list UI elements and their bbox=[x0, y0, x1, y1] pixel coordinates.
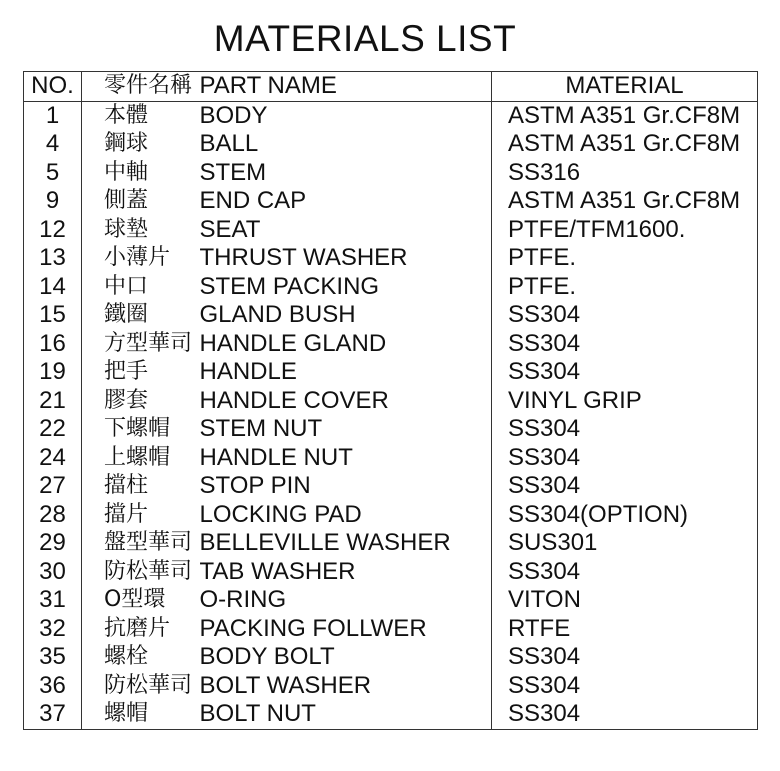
cell-part-name: STEM bbox=[199, 158, 267, 186]
cell-no: 29 bbox=[24, 529, 82, 558]
cell-material: SS304 bbox=[492, 301, 758, 330]
cell-part-name: BALL bbox=[199, 130, 259, 158]
cell-part-name: TAB WASHER bbox=[199, 557, 356, 585]
cell-no: 22 bbox=[24, 415, 82, 444]
cell-part-name: THRUST WASHER bbox=[199, 244, 408, 272]
cell-material: PTFE/TFM1600. bbox=[492, 216, 758, 245]
cell-chinese-name: 鐵圈 bbox=[104, 302, 149, 328]
table-row bbox=[24, 358, 758, 387]
cell-no: 5 bbox=[24, 159, 82, 188]
table-row bbox=[24, 216, 758, 245]
cell-no: 27 bbox=[24, 472, 82, 501]
cell-no: 32 bbox=[24, 615, 82, 644]
cell-part-name: BODY bbox=[199, 101, 268, 129]
cell-no: 35 bbox=[24, 643, 82, 672]
cell-chinese-name: 螺栓 bbox=[104, 644, 149, 670]
cell-part-name: STEM NUT bbox=[199, 415, 323, 443]
cell-chinese-name: 擋柱 bbox=[104, 473, 149, 499]
cell-material: SS304 bbox=[492, 444, 758, 473]
cell-part-name: BELLEVILLE WASHER bbox=[199, 529, 451, 557]
table-row bbox=[24, 586, 758, 615]
cell-chinese-name: 螺帽 bbox=[82, 700, 200, 729]
table-row bbox=[24, 187, 758, 216]
table-row bbox=[24, 700, 758, 729]
cell-no: 21 bbox=[24, 387, 82, 416]
cell-chinese-name: 球墊 bbox=[104, 216, 149, 242]
cell-no: 12 bbox=[24, 216, 82, 245]
table-row bbox=[24, 130, 758, 159]
cell-material: PTFE. bbox=[492, 244, 758, 273]
cell-material: SS304 bbox=[492, 358, 758, 387]
cell-chinese-name: 鋼球 bbox=[104, 131, 149, 157]
cell-part-name: HANDLE bbox=[199, 358, 297, 386]
cell-material: SS304 bbox=[492, 558, 758, 587]
cell-material: SS304 bbox=[492, 643, 758, 672]
cell-no: 9 bbox=[24, 187, 82, 216]
column-header-material: MATERIAL bbox=[492, 72, 758, 102]
cell-material: SS304 bbox=[492, 672, 758, 701]
table-row bbox=[24, 330, 758, 359]
cell-material: VINYL GRIP bbox=[492, 387, 758, 416]
cell-material: PTFE. bbox=[492, 273, 758, 302]
cell-no: 16 bbox=[24, 330, 82, 359]
cell-no: 37 bbox=[24, 700, 82, 729]
cell-no: 31 bbox=[24, 586, 82, 615]
cell-no: 30 bbox=[24, 558, 82, 587]
cell-chinese-name: 擋片 bbox=[104, 501, 149, 527]
cell-no: 28 bbox=[24, 501, 82, 530]
table-row bbox=[24, 387, 758, 416]
cell-material: SS316 bbox=[492, 159, 758, 188]
cell-part-name: HANDLE COVER bbox=[199, 386, 389, 414]
cell-material: RTFE bbox=[492, 615, 758, 644]
column-header-no: NO. bbox=[24, 72, 82, 102]
cell-material: ASTM A351 Gr.CF8M bbox=[492, 101, 758, 130]
table-body bbox=[24, 101, 758, 729]
cell-chinese-name: 把手 bbox=[104, 359, 149, 385]
cell-no: 36 bbox=[24, 672, 82, 701]
cell-chinese-name: 下螺帽 bbox=[104, 416, 171, 442]
cell-chinese-name: 側蓋 bbox=[104, 188, 149, 214]
cell-no: 4 bbox=[24, 130, 82, 159]
cell-material: ASTM A351 Gr.CF8M bbox=[492, 130, 758, 159]
cell-part-name: END CAP bbox=[199, 187, 307, 215]
cell-part-name: SEAT bbox=[199, 215, 261, 243]
cell-no: 19 bbox=[24, 358, 82, 387]
column-header-part-name: PART NAME bbox=[200, 72, 492, 102]
table-row bbox=[24, 415, 758, 444]
cell-no: 13 bbox=[24, 244, 82, 273]
cell-part-name: STEM PACKING bbox=[199, 272, 380, 300]
table-row bbox=[24, 244, 758, 273]
table-row bbox=[24, 472, 758, 501]
cell-chinese-name: 膠套 bbox=[104, 387, 149, 413]
table-row bbox=[24, 529, 758, 558]
cell-chinese-name: 中軸 bbox=[104, 159, 149, 185]
cell-part-name: BOLT NUT bbox=[200, 700, 492, 729]
cell-material: SS304(OPTION) bbox=[492, 501, 758, 530]
cell-material: SUS301 bbox=[492, 529, 758, 558]
cell-part-name: LOCKING PAD bbox=[199, 500, 362, 528]
cell-part-name: HANDLE GLAND bbox=[199, 329, 387, 357]
cell-material: ASTM A351 Gr.CF8M bbox=[492, 187, 758, 216]
cell-part-name: STOP PIN bbox=[199, 472, 311, 500]
cell-chinese-name: 本體 bbox=[104, 102, 149, 128]
cell-no: 1 bbox=[24, 101, 82, 130]
cell-no: 14 bbox=[24, 273, 82, 302]
cell-no: 15 bbox=[24, 301, 82, 330]
table-row bbox=[24, 301, 758, 330]
cell-material: SS304 bbox=[492, 415, 758, 444]
cell-chinese-name: 中口 bbox=[104, 273, 149, 299]
cell-chinese-name: 防松華司 bbox=[104, 558, 193, 584]
table-row bbox=[24, 558, 758, 587]
cell-part-name: BODY BOLT bbox=[199, 643, 335, 671]
cell-part-name: BOLT WASHER bbox=[199, 671, 372, 699]
table-row bbox=[24, 273, 758, 302]
cell-chinese-name: 上螺帽 bbox=[104, 444, 171, 470]
table-row bbox=[24, 444, 758, 473]
table-row bbox=[24, 615, 758, 644]
cell-material: SS304 bbox=[492, 472, 758, 501]
cell-chinese-name: O型環 bbox=[104, 587, 166, 613]
cell-part-name: GLAND BUSH bbox=[199, 301, 356, 329]
cell-part-name: HANDLE NUT bbox=[199, 443, 353, 471]
table-row bbox=[24, 101, 758, 130]
table-row bbox=[24, 501, 758, 530]
table-header-row bbox=[24, 72, 758, 102]
table-row bbox=[24, 643, 758, 672]
cell-no: 24 bbox=[24, 444, 82, 473]
cell-chinese-name: 小薄片 bbox=[104, 245, 171, 271]
cell-part-name: PACKING FOLLWER bbox=[199, 614, 427, 642]
cell-chinese-name: 盤型華司 bbox=[104, 530, 193, 556]
cell-material: SS304 bbox=[492, 700, 758, 729]
cell-material: VITON bbox=[492, 586, 758, 615]
materials-table bbox=[23, 71, 758, 730]
cell-material: SS304 bbox=[492, 330, 758, 359]
cell-chinese-name: 防松華司 bbox=[104, 672, 193, 698]
table-row bbox=[24, 672, 758, 701]
cell-chinese-name: 抗磨片 bbox=[104, 615, 171, 641]
page-title: MATERIALS LIST bbox=[213, 18, 517, 59]
column-header-chinese-name: 零件名稱 bbox=[82, 72, 200, 102]
cell-part-name: O-RING bbox=[199, 586, 287, 614]
table-row bbox=[24, 159, 758, 188]
cell-chinese-name: 方型華司 bbox=[104, 330, 193, 356]
